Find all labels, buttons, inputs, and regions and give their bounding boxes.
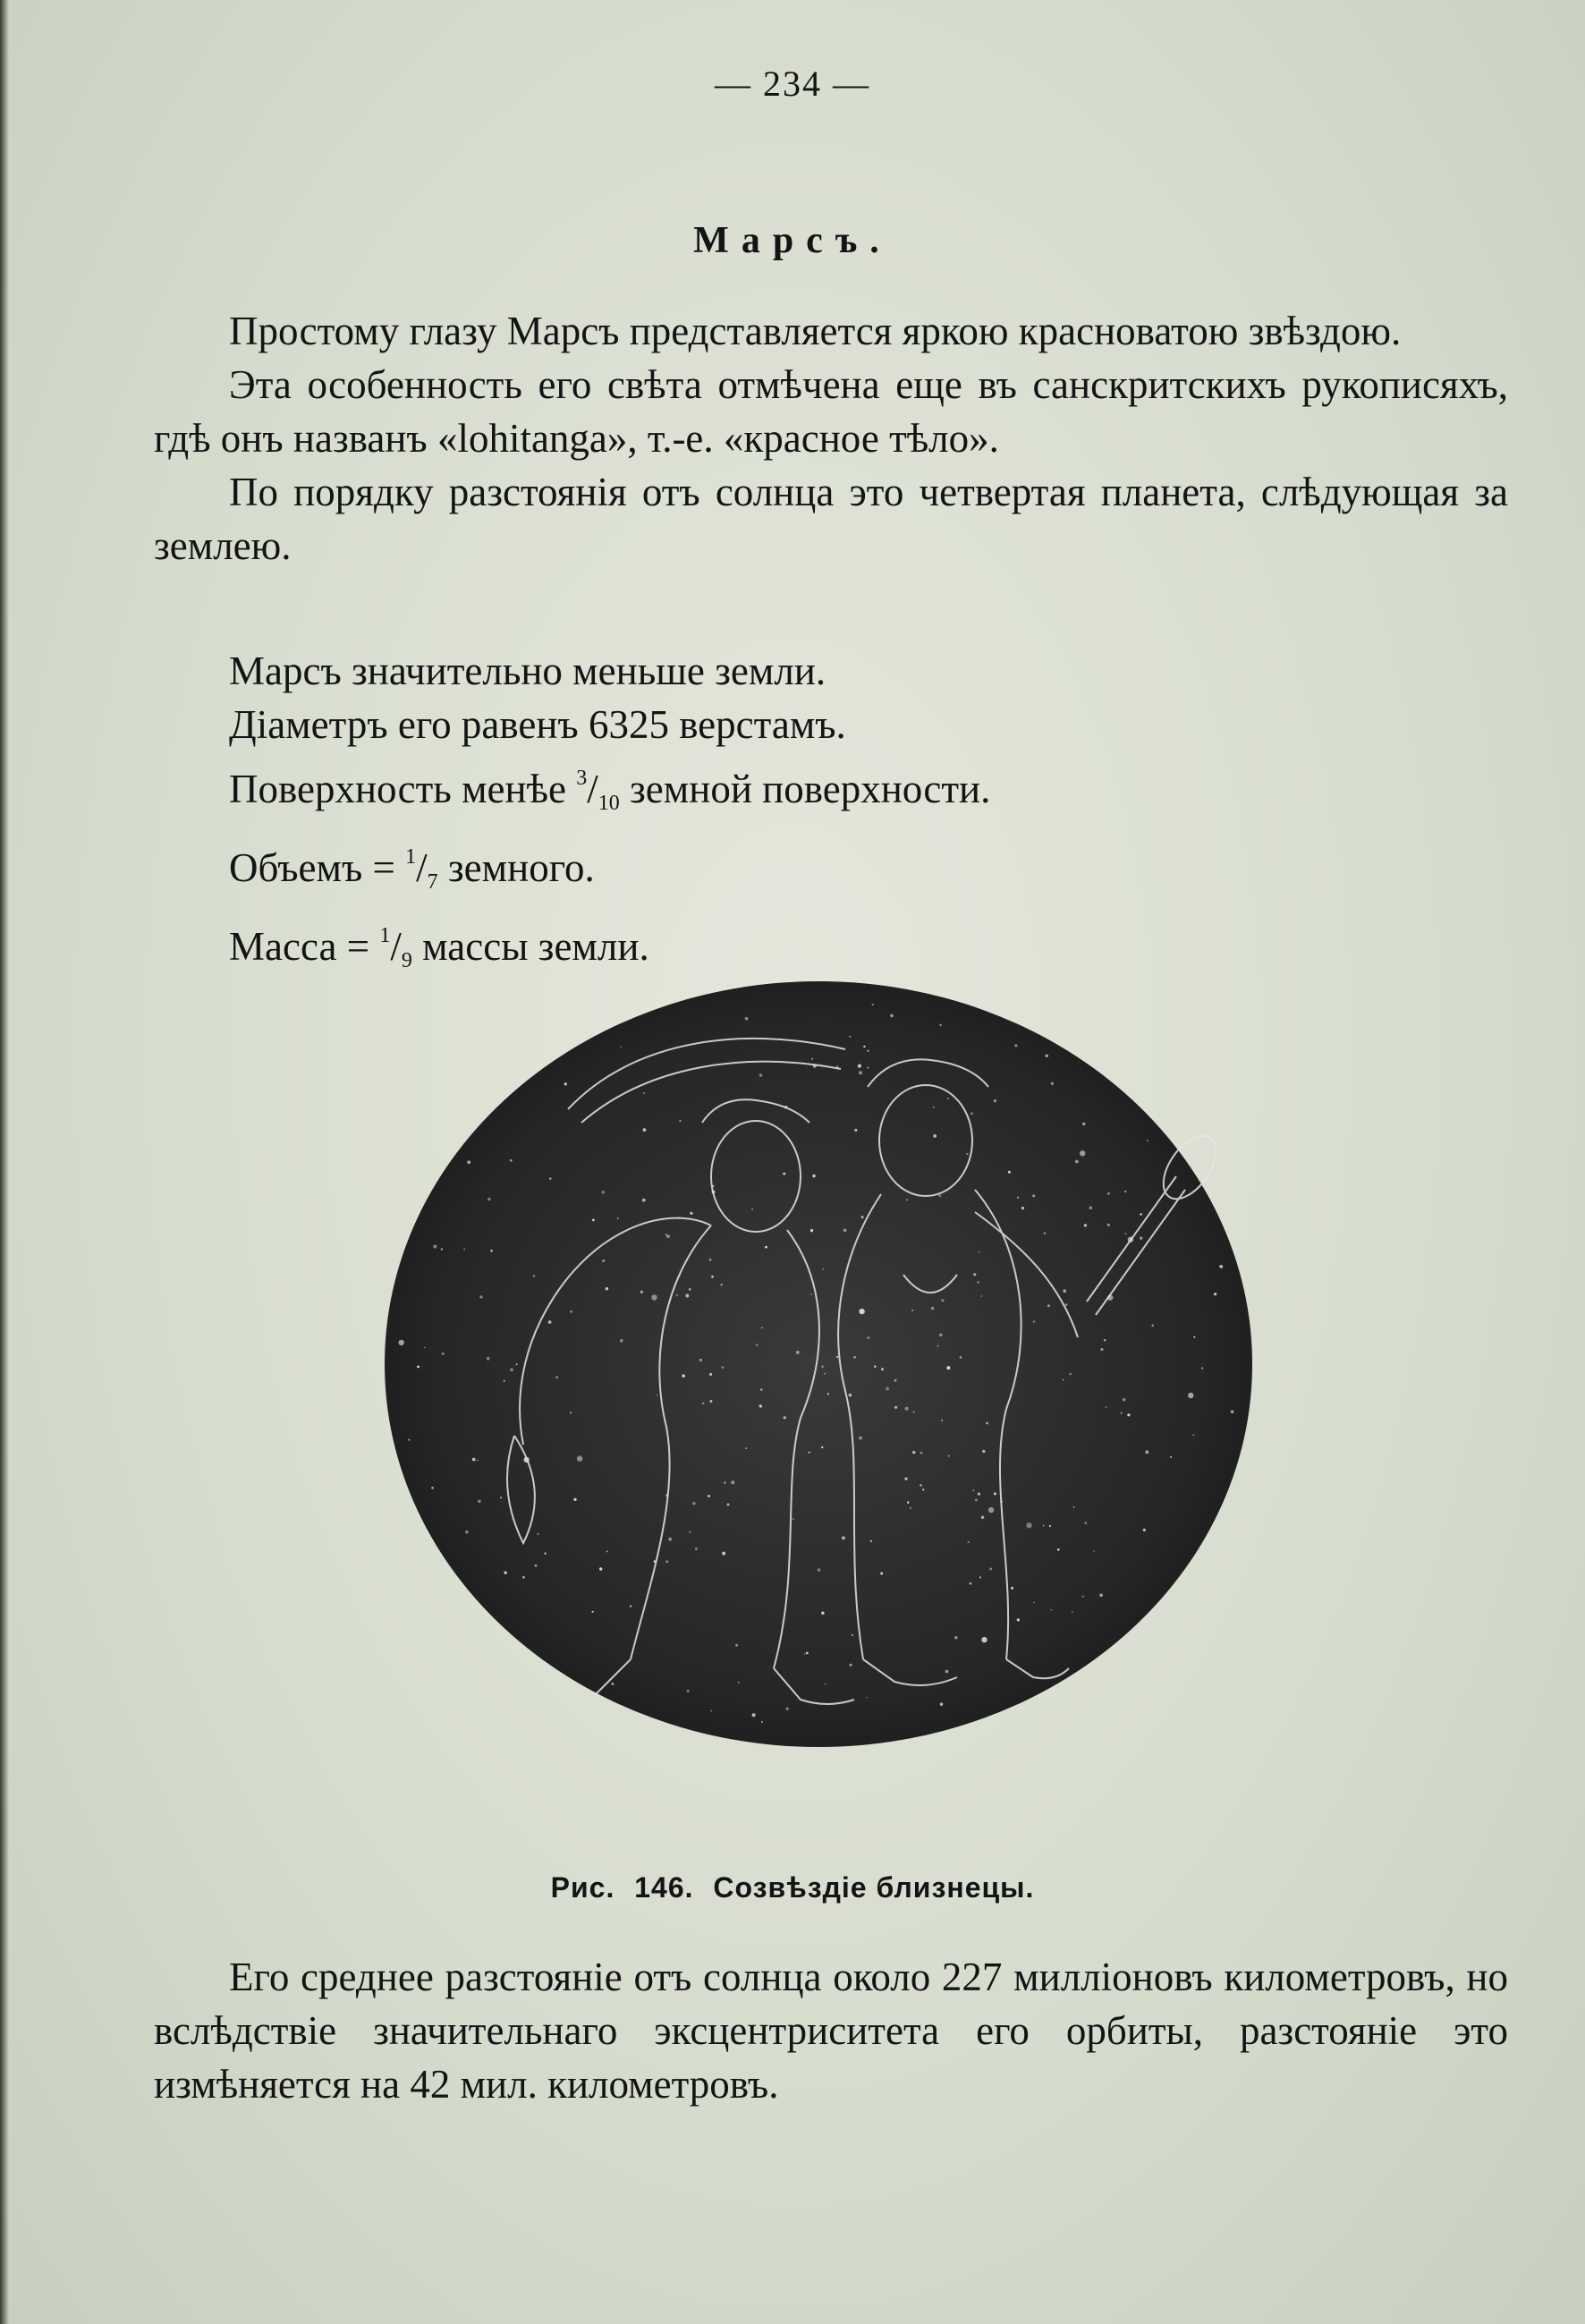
star bbox=[849, 1394, 852, 1397]
star bbox=[1140, 1213, 1142, 1216]
star bbox=[1125, 1234, 1127, 1235]
star bbox=[504, 1572, 507, 1574]
star bbox=[812, 1175, 815, 1177]
star bbox=[477, 1460, 479, 1462]
star bbox=[1017, 1197, 1019, 1199]
star bbox=[545, 1553, 547, 1555]
star bbox=[1219, 1265, 1223, 1268]
star bbox=[822, 1268, 824, 1270]
caption-text: Созвѣздіе близнецы. bbox=[713, 1871, 1035, 1904]
star bbox=[989, 1568, 992, 1571]
star bbox=[682, 1374, 684, 1377]
star bbox=[738, 1682, 740, 1684]
star bbox=[1026, 1522, 1031, 1528]
star bbox=[872, 1004, 874, 1005]
star bbox=[487, 1198, 491, 1201]
star bbox=[745, 1017, 749, 1021]
star bbox=[911, 1310, 913, 1311]
star bbox=[549, 1177, 551, 1179]
star bbox=[656, 1395, 657, 1396]
star bbox=[973, 1489, 975, 1491]
star bbox=[1107, 1192, 1110, 1195]
star bbox=[941, 1420, 943, 1421]
star bbox=[1104, 1339, 1106, 1341]
star bbox=[905, 1407, 909, 1411]
star bbox=[1033, 1602, 1035, 1604]
star bbox=[783, 1173, 785, 1175]
star bbox=[765, 1246, 767, 1249]
star bbox=[1127, 1413, 1130, 1416]
star bbox=[1021, 1207, 1024, 1209]
star bbox=[417, 1366, 420, 1369]
star bbox=[643, 1128, 647, 1132]
star bbox=[689, 1531, 691, 1532]
star bbox=[702, 1403, 704, 1404]
star bbox=[988, 1507, 994, 1513]
star bbox=[510, 1368, 513, 1371]
star bbox=[745, 1447, 747, 1449]
star bbox=[1124, 1191, 1126, 1192]
star bbox=[555, 1376, 558, 1378]
fact-volume-prefix: Объемъ = bbox=[229, 845, 395, 890]
star bbox=[1093, 1550, 1095, 1552]
star bbox=[685, 1294, 689, 1298]
star bbox=[433, 1245, 437, 1249]
star bbox=[810, 1229, 813, 1232]
star bbox=[620, 1046, 622, 1047]
star bbox=[759, 1073, 763, 1077]
star bbox=[933, 1134, 937, 1138]
star bbox=[679, 1120, 681, 1122]
star bbox=[442, 1353, 445, 1355]
star bbox=[948, 1455, 950, 1457]
star bbox=[602, 1191, 606, 1194]
star bbox=[810, 1293, 812, 1295]
star bbox=[1170, 1456, 1172, 1458]
gemini-constellation-figure bbox=[380, 980, 1257, 1749]
star bbox=[922, 1489, 924, 1490]
star bbox=[939, 1334, 942, 1336]
star bbox=[1033, 1320, 1035, 1322]
star bbox=[516, 1363, 518, 1365]
star bbox=[570, 1412, 572, 1414]
closing-text bbox=[154, 1950, 1508, 2111]
star bbox=[1089, 1206, 1093, 1209]
fact-surface-suffix: земной поверхности. bbox=[630, 767, 991, 811]
star bbox=[1084, 1224, 1087, 1226]
star bbox=[994, 1099, 996, 1102]
star bbox=[1106, 1406, 1107, 1408]
star bbox=[1051, 1609, 1053, 1611]
star bbox=[1069, 1373, 1072, 1376]
star bbox=[809, 1452, 810, 1454]
star bbox=[806, 1652, 809, 1655]
star bbox=[947, 1098, 949, 1099]
star bbox=[825, 1684, 826, 1685]
star bbox=[1075, 1160, 1079, 1164]
star bbox=[721, 1284, 723, 1285]
star bbox=[676, 1294, 678, 1296]
caption-number: 146. bbox=[634, 1871, 694, 1904]
star bbox=[751, 1209, 753, 1210]
star bbox=[467, 1160, 470, 1164]
star bbox=[818, 1568, 821, 1572]
star bbox=[863, 1046, 865, 1047]
star bbox=[804, 1653, 806, 1655]
star bbox=[836, 1356, 838, 1358]
star bbox=[940, 1703, 943, 1706]
star bbox=[708, 1495, 710, 1497]
star bbox=[724, 1481, 725, 1483]
fraction-surface: $^3/_{10}$ bbox=[576, 767, 620, 815]
star bbox=[722, 1366, 725, 1369]
star bbox=[939, 1024, 941, 1026]
star bbox=[463, 1249, 465, 1251]
star bbox=[1107, 1224, 1110, 1226]
star bbox=[1073, 1506, 1075, 1508]
star bbox=[982, 1450, 985, 1453]
star bbox=[1063, 1289, 1066, 1293]
star bbox=[1046, 1055, 1048, 1057]
star bbox=[722, 1552, 725, 1556]
fraction-denominator: 7 bbox=[427, 870, 438, 894]
star bbox=[994, 1492, 996, 1495]
star bbox=[874, 1366, 876, 1368]
star bbox=[564, 1082, 567, 1085]
star bbox=[1147, 1140, 1148, 1141]
star bbox=[687, 1690, 690, 1692]
star bbox=[1123, 1398, 1126, 1402]
star bbox=[946, 1366, 950, 1370]
star bbox=[824, 1373, 826, 1375]
star bbox=[504, 1380, 505, 1382]
star bbox=[938, 1194, 941, 1197]
star bbox=[981, 1516, 984, 1519]
star bbox=[1192, 1434, 1194, 1436]
star bbox=[1063, 1379, 1064, 1381]
fraction-numerator: 1 bbox=[405, 845, 417, 869]
star bbox=[968, 1541, 970, 1543]
star bbox=[761, 1327, 763, 1328]
star bbox=[1065, 1303, 1068, 1306]
star bbox=[487, 1357, 490, 1361]
star bbox=[1084, 1522, 1087, 1524]
star bbox=[522, 1576, 525, 1579]
star bbox=[1043, 1525, 1045, 1527]
star bbox=[695, 1548, 698, 1550]
star bbox=[821, 1612, 824, 1615]
star bbox=[761, 1721, 763, 1723]
star bbox=[861, 1216, 864, 1218]
star bbox=[599, 1567, 602, 1570]
star bbox=[478, 1500, 481, 1504]
star bbox=[1152, 1325, 1154, 1327]
star bbox=[986, 1422, 988, 1425]
star bbox=[756, 1344, 758, 1345]
star bbox=[966, 1153, 968, 1155]
star bbox=[979, 1576, 981, 1578]
star bbox=[904, 1478, 907, 1480]
star bbox=[630, 1605, 632, 1607]
star bbox=[1231, 1410, 1234, 1413]
paragraph-order: По порядку разстоянія отъ солнца это четвертая планета, слѣдующая за землею. bbox=[154, 470, 1508, 568]
star bbox=[792, 1518, 794, 1520]
fact-surface-prefix: Поверхность менѣе bbox=[229, 767, 567, 811]
fact-surface bbox=[154, 751, 1508, 830]
sky-disc bbox=[385, 981, 1252, 1747]
star bbox=[981, 1295, 983, 1297]
star bbox=[1008, 1171, 1011, 1174]
star bbox=[937, 1345, 939, 1347]
star bbox=[606, 1287, 608, 1290]
star bbox=[868, 1067, 869, 1069]
star bbox=[399, 1340, 404, 1345]
star bbox=[490, 1250, 493, 1252]
star bbox=[859, 1071, 862, 1074]
star bbox=[620, 1339, 623, 1343]
star bbox=[431, 1487, 434, 1489]
fact-size: Марсъ значительно меньше земли. bbox=[229, 649, 826, 693]
star bbox=[870, 1540, 872, 1542]
fraction-mass: $^1/_9$ bbox=[379, 924, 412, 972]
star bbox=[465, 1531, 468, 1533]
star bbox=[612, 1683, 615, 1685]
star bbox=[842, 1536, 845, 1539]
star bbox=[973, 1273, 976, 1276]
star bbox=[1193, 1336, 1195, 1338]
figure-caption bbox=[0, 1871, 1585, 1904]
star bbox=[1080, 1150, 1085, 1156]
star bbox=[1049, 1525, 1051, 1527]
star bbox=[1082, 1123, 1085, 1125]
star bbox=[592, 1611, 594, 1613]
star bbox=[945, 1670, 949, 1674]
fact-volume bbox=[154, 830, 1508, 909]
star bbox=[978, 1282, 979, 1284]
star bbox=[570, 1310, 572, 1313]
star bbox=[970, 1112, 973, 1115]
fraction-denominator: 9 bbox=[401, 949, 412, 972]
paragraph-color: Простому глазу Марсъ представляется яркою красноватою звѣздою. bbox=[229, 309, 1402, 353]
star bbox=[880, 1573, 883, 1575]
star bbox=[535, 1565, 538, 1567]
star bbox=[709, 1373, 712, 1376]
star bbox=[894, 1406, 897, 1409]
star bbox=[894, 1379, 897, 1382]
star bbox=[849, 1036, 851, 1038]
star bbox=[408, 1439, 410, 1441]
star bbox=[786, 1708, 789, 1710]
star bbox=[827, 1393, 829, 1395]
star bbox=[858, 1064, 861, 1068]
star bbox=[711, 1276, 714, 1278]
star bbox=[651, 1294, 657, 1300]
star bbox=[1011, 1587, 1013, 1590]
star bbox=[912, 1451, 915, 1454]
star bbox=[1140, 1236, 1142, 1239]
fraction-numerator: 3 bbox=[576, 767, 588, 790]
star bbox=[866, 1697, 868, 1699]
star bbox=[954, 1636, 957, 1639]
star bbox=[592, 1219, 595, 1222]
star bbox=[577, 1455, 582, 1461]
star bbox=[931, 1307, 935, 1310]
star bbox=[666, 1234, 670, 1238]
star bbox=[424, 1347, 426, 1349]
star bbox=[510, 1159, 513, 1162]
star bbox=[979, 1251, 980, 1253]
star bbox=[689, 1288, 691, 1291]
star bbox=[533, 1275, 535, 1277]
fact-volume-suffix: земного. bbox=[447, 845, 595, 890]
star bbox=[1072, 1611, 1073, 1613]
star bbox=[920, 1484, 922, 1487]
star bbox=[1082, 1596, 1084, 1598]
star bbox=[548, 1320, 552, 1324]
star bbox=[1145, 1450, 1148, 1454]
fraction-numerator: 1 bbox=[379, 924, 391, 947]
fact-mass bbox=[154, 909, 1508, 988]
star bbox=[852, 1634, 853, 1636]
star bbox=[981, 1637, 987, 1642]
star bbox=[727, 1504, 730, 1506]
star bbox=[1214, 1293, 1216, 1295]
star bbox=[479, 1295, 482, 1298]
star bbox=[881, 1368, 884, 1370]
star bbox=[690, 1212, 692, 1215]
star bbox=[850, 1664, 852, 1667]
paragraph-distance: Его среднее разстояніе отъ солнца около 227 милліоновъ километровъ, но вслѣдствіе значительнаго эксцентриситета его орбиты, разстояніе это измѣняется на 42 мил. километровъ. bbox=[154, 1955, 1508, 2107]
caption-prefix: Рис. bbox=[550, 1871, 615, 1904]
star bbox=[796, 1351, 800, 1354]
page-edge-shadow bbox=[0, 0, 9, 2324]
star bbox=[868, 1050, 869, 1052]
star bbox=[978, 1493, 980, 1496]
star bbox=[821, 1365, 824, 1368]
star bbox=[1032, 1194, 1035, 1197]
star bbox=[617, 1217, 619, 1219]
star bbox=[910, 1507, 911, 1509]
star bbox=[859, 1437, 862, 1440]
star bbox=[1057, 1548, 1060, 1551]
fraction-denominator: 10 bbox=[598, 792, 620, 815]
star bbox=[606, 1550, 608, 1552]
star bbox=[735, 1644, 738, 1647]
star bbox=[668, 1538, 672, 1541]
star bbox=[1188, 1393, 1193, 1398]
star bbox=[472, 1458, 476, 1462]
star bbox=[784, 1416, 786, 1419]
star bbox=[709, 1400, 712, 1403]
star bbox=[941, 1299, 944, 1302]
star bbox=[933, 1107, 935, 1108]
star bbox=[821, 1446, 823, 1448]
section-title: Марсъ. bbox=[693, 220, 892, 261]
star bbox=[441, 1248, 444, 1251]
star bbox=[1100, 1348, 1103, 1351]
star bbox=[1099, 1594, 1103, 1598]
star bbox=[500, 1497, 502, 1498]
star bbox=[970, 1582, 972, 1585]
star bbox=[1051, 1082, 1054, 1085]
intro-text bbox=[154, 304, 1508, 573]
star bbox=[1014, 1044, 1017, 1047]
star bbox=[760, 1388, 762, 1390]
star bbox=[907, 1501, 910, 1504]
star bbox=[1143, 1529, 1146, 1531]
star bbox=[537, 1533, 538, 1535]
star bbox=[752, 1713, 756, 1717]
star bbox=[1047, 1304, 1050, 1307]
constellation-illustration bbox=[380, 980, 1257, 1749]
star bbox=[886, 1387, 889, 1391]
star bbox=[811, 1058, 813, 1060]
star bbox=[960, 1356, 962, 1359]
star bbox=[665, 1560, 668, 1563]
star bbox=[642, 1199, 646, 1202]
star bbox=[920, 1452, 923, 1455]
star bbox=[912, 1411, 914, 1412]
star bbox=[853, 1356, 856, 1359]
star bbox=[975, 1499, 978, 1502]
star bbox=[710, 1710, 712, 1712]
star bbox=[692, 1502, 695, 1505]
star bbox=[709, 1259, 712, 1261]
star bbox=[906, 1199, 908, 1200]
star bbox=[665, 1234, 667, 1235]
page-number: — 234 — bbox=[715, 64, 870, 104]
fact-mass-suffix: массы земли. bbox=[422, 924, 649, 969]
facts-list bbox=[154, 644, 1508, 988]
star bbox=[1044, 1232, 1047, 1234]
fact-diameter: Діаметръ его равенъ 6325 верстамъ. bbox=[229, 702, 846, 747]
fact-mass-prefix: Масса = bbox=[229, 924, 370, 969]
star bbox=[573, 1498, 576, 1501]
star bbox=[1121, 1412, 1123, 1413]
star bbox=[854, 1129, 857, 1132]
star bbox=[759, 1404, 762, 1407]
star bbox=[890, 1014, 894, 1018]
star bbox=[1017, 1618, 1020, 1621]
star bbox=[843, 1229, 847, 1233]
star bbox=[1201, 1368, 1203, 1370]
star bbox=[699, 1359, 702, 1361]
star bbox=[640, 1291, 643, 1293]
star bbox=[602, 1260, 605, 1262]
fraction-volume: $^1/_7$ bbox=[405, 845, 438, 894]
star bbox=[867, 1336, 869, 1339]
star bbox=[643, 1092, 645, 1094]
star bbox=[859, 1309, 864, 1314]
star bbox=[731, 1480, 734, 1484]
paragraph-sanskrit: Эта особенность его свѣта отмѣчена еще въ санскритскихъ рукописяхъ, гдѣ онъ названъ «lohitanga», т.-е. «красное тѣло». bbox=[154, 362, 1508, 461]
